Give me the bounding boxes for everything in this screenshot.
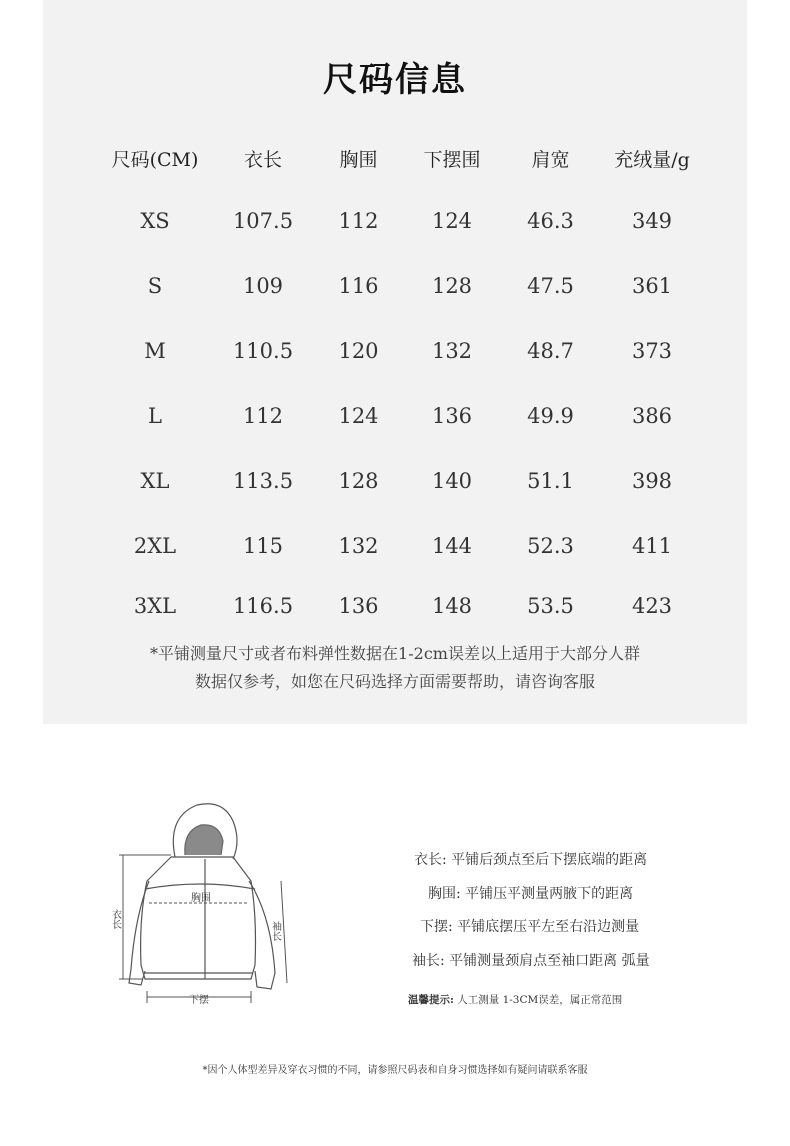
table-cell: 48.7: [527, 338, 574, 363]
table-row: [101, 253, 707, 318]
table-row: [101, 448, 707, 513]
footer-note: *因个人体型差异及穿衣习惯的不同，请参照尺码表和自身习惯选择如有疑问请联系客服: [202, 1065, 588, 1076]
sleeve-guide: [281, 881, 287, 983]
table-cell: 124: [338, 403, 379, 428]
table-cell: 398: [631, 468, 673, 493]
sleeve-label: 袖长: [269, 921, 281, 941]
size-cell: XL: [140, 468, 170, 493]
table-cell: 53.5: [527, 594, 574, 618]
left-sleeve: [129, 881, 149, 985]
table-cell: 361: [631, 273, 673, 298]
table-header-row: [101, 128, 707, 188]
size-cell: 3XL: [133, 594, 177, 618]
measurement-tip: [408, 992, 622, 1007]
table-cell: 113.5: [232, 468, 294, 493]
definition-sleeve: 袖长: 平铺测量颈肩点至袖口距离 弧量: [412, 953, 650, 969]
column-header: 充绒量/g: [614, 148, 690, 171]
table-cell: 112: [338, 208, 379, 233]
table-cell: 124: [431, 208, 473, 233]
size-cell: 2XL: [133, 533, 177, 558]
jacket-measurement-diagram: [105, 797, 305, 1012]
size-cell: S: [147, 273, 163, 298]
table-cell: 144: [431, 533, 473, 558]
note-line: *平铺测量尺寸或者布料弹性数据在1-2cm误差以上适用于大部分人群: [150, 644, 640, 663]
table-cell: 109: [242, 273, 284, 298]
table-cell: 136: [338, 594, 379, 618]
table-row: [101, 513, 707, 578]
jacket-body: [141, 857, 256, 979]
length-label: 衣长: [109, 909, 121, 929]
table-cell: 107.5: [232, 208, 294, 233]
size-cell: XS: [140, 208, 170, 233]
table-cell: 132: [338, 533, 379, 558]
table-cell: 140: [431, 468, 473, 493]
definition-length: 衣长: 平铺后颈点至后下摆底端的距离: [414, 852, 648, 868]
table-cell: 112: [242, 403, 284, 428]
size-cell: L: [148, 403, 162, 428]
table-cell: 116.5: [232, 594, 294, 618]
table-cell: 116: [338, 273, 379, 298]
table-cell: 115: [242, 533, 284, 558]
column-header: 衣长: [243, 148, 282, 171]
size-table: [101, 128, 707, 634]
table-cell: 49.9: [527, 403, 574, 428]
table-cell: 128: [338, 468, 379, 493]
tip-label: 温馨提示:: [408, 994, 454, 1006]
table-cell: 423: [631, 594, 673, 618]
table-cell: 51.1: [527, 468, 574, 493]
table-cell: 120: [338, 338, 379, 363]
table-row: [101, 318, 707, 383]
table-cell: 46.3: [527, 208, 574, 233]
column-header: 尺码(CM): [111, 148, 199, 171]
definition-chest: 胸围: 平铺压平测量两腋下的距离: [428, 886, 634, 902]
table-cell: 373: [631, 338, 673, 363]
measurement-notes: [43, 640, 747, 696]
table-cell: 132: [431, 338, 473, 363]
table-cell: 148: [431, 594, 473, 618]
definition-hem: 下摆: 平铺底摆压平左至右沿边测量: [420, 919, 640, 935]
table-cell: 110.5: [232, 338, 294, 363]
page-title: 尺码信息: [323, 60, 467, 100]
note-line: 数据仅参考，如您在尺码选择方面需要帮助，请咨询客服: [194, 672, 595, 691]
table-row: [101, 578, 707, 634]
size-info-panel: [43, 0, 747, 724]
tip-text: 人工测量 1-3CM误差，属正常范围: [453, 994, 623, 1006]
column-header: 下摆围: [423, 148, 481, 171]
table-cell: 52.3: [527, 533, 574, 558]
column-header: 胸围: [339, 148, 378, 171]
table-cell: 386: [631, 403, 673, 428]
hem-label: 下摆: [189, 995, 209, 1006]
table-row: [101, 188, 707, 253]
column-header: 肩宽: [531, 148, 570, 171]
table-cell: 136: [431, 403, 473, 428]
size-cell: M: [144, 338, 166, 363]
table-cell: 349: [631, 208, 673, 233]
hood-inner: [185, 825, 223, 855]
table-row: [101, 383, 707, 448]
chest-label: 胸围: [191, 893, 211, 904]
table-cell: 411: [631, 533, 673, 558]
table-cell: 128: [431, 273, 473, 298]
table-cell: 47.5: [527, 273, 574, 298]
